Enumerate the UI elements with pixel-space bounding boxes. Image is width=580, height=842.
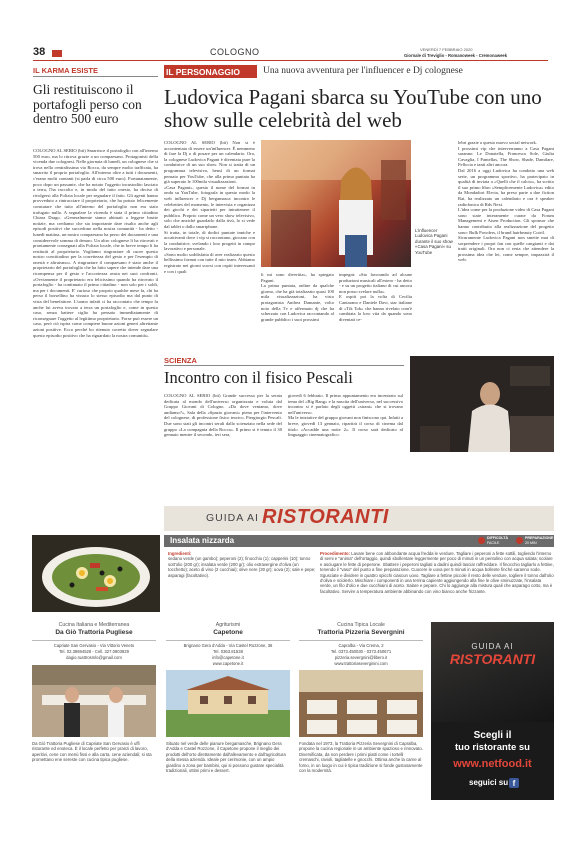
restaurant-1-type: Cucina Italiana e Mediterranea (58, 622, 130, 628)
personaggio-col3: impegni: «Sto lavorando ad alcune produzioni musicali all'estero - ha detto - e su un progetto italiano di cui ancora non posso svelare nulla». E ospiti poi la volta di Cecilia Cantarano e Daniele Davi, star italiane di «Tik Tok» che hanno rivelato com'è cambiata la loro vita da quando sono diventati ce- (339, 272, 412, 322)
guida-banner-logo: RISTORANTI (262, 506, 389, 528)
header-rule (33, 60, 548, 61)
procedure-label: Procedimento: (320, 551, 351, 556)
salad-photo (32, 535, 160, 612)
ad-follow: seguici su (469, 778, 509, 787)
ad-line2: tuo ristorante su (455, 742, 530, 753)
restaurant-2-photo-art (166, 670, 290, 737)
restaurant-3-photo-art (299, 670, 423, 737)
restaurant-2-address: Brignano Gera d'Adda - Via Castel Rozzone, 36 (183, 643, 273, 648)
page-number: 38 (33, 46, 46, 58)
facebook-icon[interactable]: f (509, 778, 519, 788)
personaggio-col4: lebri grazie a questo nuovo social network. I prossimi vip che interverranno a Casa Pagani saranno: Le Donatella, Francesco Sole, Giulia Cavaglia, I Pantellas, The Show, Shade, Damilare, Fellocia e tanti altri ancora. Dal 2016 a oggi Ludovica ha condotto una web serie, un programma sportivo, ha partecipato in qualità di inviata a «Quelli che il calcio», ha scritto il suo primo libro «Semplicemente Ludovica» edito da Mondadori Electa, ha preso parte a due fiction Rai, ha realizzato un calendario e ora è speaker radiofonica di Rds Next. L'idea come per la produzione video di Casa Pagani sono state interamente curate da Forum Management e Aisen Production. Gli sponsor che hanno contribuito alla realizzazione del progetto sono: Bulk Powders, il brand hairbeauty Cotril. Sicuramente Ludovica Pagani non smette mai di sorprendere i propri fan con quelle cangianti e dai tratti originali. Ora non ci resta che attendere la prossima idea che lei, come sempre, impazzirà il web. (458, 140, 554, 263)
restaurant-2-photo (166, 670, 290, 737)
salad-photo-art (32, 535, 160, 612)
scienza-col1: COLOGNO AL SERIO (bti) Grande successo per la serata dedicata al mondo dell'universo organizzata e voluta dal Gruppo Giovani di Cologno. «Da dove veniamo, dove andiamo?», Sala della «Spazio giovani» piena per l'intervento del colognese, di professione fisico teorico, Piergiorgio Pescali. Due sono stati gli incontri serali dallo scienziato nella sede del gruppo «La compagnia della Rocca». Il primo si è tenuto il 30 gennaio mentre il secondo, ieri sera, (164, 393, 284, 438)
restaurant-3-phone: Tel. 0373.450030 - 0373.450671 (330, 649, 392, 654)
guida-banner-prefix: GUIDA AI (206, 512, 259, 524)
ludovica-photo (261, 140, 411, 267)
restaurant-3-address: Capralba - Via Crema, 2 (338, 643, 384, 648)
karma-headline: Gli restituiscono il portafogli perso con dentro 500 euro (33, 82, 142, 126)
difficulty-value: FACILE (487, 541, 500, 545)
restaurant-1-photo-art (32, 665, 156, 737)
ad-photo-strip (431, 622, 554, 722)
scienza-kicker: SCIENZA (164, 356, 197, 365)
scienza-col2: giovedì 6 febbraio. Il primo appuntamento era incentrato sul tema del «Big Bang» e la nascita dell'universo, nel successivo incontro si è parlato degli oggetti «strani» che si trovano nell'universo. Ma le iniziative del gruppo giovani non finiscono qui. Infatti a breve, giovedì 13 gennaio, ripartirà il corso di cinema dal titolo «Accadde una notte 2». Il corso sarà dedicato al linguaggio cinematografico. (288, 393, 403, 438)
restaurant-2-caption: Situato nel verde delle pianure bergamasche, Brignano Gera d'Adda e Castel Rozzone, il Capetone propone il meglio dei prodotti dell'orto direttamente dall'allevamento e dall'agricoltura della stessa azienda. Ideale per cerimonie, con un ampio giardino a zona per bambini, qui si possono gustare specialità tradizionali, ottimi primi e dessert. (166, 741, 286, 774)
karma-body: COLOGNO AL SERIO (bti) Smarrisce il portafoglio con all'interno 500 euro, ma lo ritrova grazie a un compaesano. Protagonisti della vicenda due colognesi. Nelle giornata di lunedì, un colognese che si trova nella centralissima via Rocca, da sempre molto trafficata, ha smarrito il proprio portafoglio. All'interno oltre a tutti i documenti, c'erano molti contanti (si parla di circa 500 euro). Fortunatamente, poco dopo un passante, che ha notato l'oggetto incustodito lasciato a terra, l'ha raccolto e, in modo del tutto onesto, ha deciso di rivolgersi alla Polizia locale per segnalare il fatto. Gli agenti hanno provveduto a rintracciare il proprietario, che ha potuto felicemente constatare che tutto all'interno del portafoglio non era stato trafugato nulla. A segnalare la vicenda è stata il primo cittadino Chiara Drago. «Generalmente siamo abituati a leggere brutte notizie, ma crediamo che sia importante dare risalto anche agli episodi positivi che succedono nella nostra comunità - ha detto - lunedì mattina, un nostro compaesano ha perso dei documenti e una considerevole somma di denaro. Un altro colognese li ha ritrovati e prontamente consegnati alla Polizia locale, che in breve tempo li ha restituiti al proprietario. Vogliamo ringraziare di cuore questo nostro concittadino per la correttezza del gesto e per l'esempio di onestà e altruismo». A ringraziare il compaesano è stato anche il proprietario del portafoglio che ha fatto sapere che intende dare una ricompensa per il gesto e l'accortezza avuta nei suoi confronti. «Ovviamente il proprietario era felicissimo quando ha ritrovato il portafoglio - ha continuato il primo cittadino - non solo per i soldi, ma per i documenti. E' curioso che proprio qualche mese fa, chi ha perso il borsellino ha vissuto lo stesso episodio ma dal punto di vista del benefattore. L'uomo infatti ci ha raccontato che tempo fa anche lui aveva trovato a terra un portafoglio e, come in questo caso, senza battere ciglio ha pensato immediatamente di riconsegnare l'oggetto al legittimo proprietario. Forse può essere un caso, però ciò ispira come compiere buone azioni generi altrettante azioni positive. Ecco perché ho ritenuto corretto dover segnalare questo episodio positivo che ha riguardato la nostra comunità». (33, 148, 160, 338)
restaurant-3-type: Cucina Tipica Locale (337, 622, 385, 628)
restaurant-2-web[interactable]: www.capetone.it (212, 661, 244, 666)
ad-url[interactable]: www.netfood.it (453, 758, 532, 770)
scienza-headline: Incontro con il fisico Pescali (164, 368, 353, 387)
restaurant-2-phone: Tel. 0363.81538 (213, 649, 243, 654)
restaurant-3-caption: Fondata nel 1973, la Trattoria Pizzeria Severgnini di Capralba, propone la cucina regionale in un ambiente spazioso e rinnovato. Diversificata, da non perdere i primi piatti come i tortelli cremaschi, ravioli, tagliatelle e gnocchi. Ottima anche la carne al forno, in un luogo in cui è tipica tradizione si fonde gustosamente con la modernità. (299, 741, 423, 774)
personaggio-kicker: IL PERSONAGGIO (166, 67, 240, 77)
ad-prefix: GUIDA AI (471, 642, 514, 651)
ad-logo: RISTORANTI (449, 651, 536, 667)
personaggio-col1: COLOGNO AL SERIO (bti) Non si è accontentata di essere un'influencer. È nemmeno di fare la Dj o di posare per un calendario. Ora, la colognese Ludovica Pagani è diventata pure la conduttrice di un suo show. Non si tratta di un programma televisivo, bensì di un format pensato per YouTube, che alla prima puntata ha già superato le 100mila visualizzazioni. «Casa Pagani», questo il nome del format in onda su YouTube, fotografa in questo modo la web influencer e Dj bergamasca incontra le celebrities del momento, le intervista e organizza dei giochi e dei siparietti per intrattenere il pubblico. Proprio come un vero show televisivo, solo che anziché guardarlo dalla tivù, lo si vede dal tablet o dallo smartphone. Si tratta, in totale, di dodici puntate inniche e accattivanti dove i vip si raccontano, giocano con la conduttrice, svelando i loro progetti in campo lavorativo e personale. «Sono molto soddisfatta di aver realizzato questo bellissimo format con tutte il mio team. Abbiamo registrato nei giorni scorsi con ospiti interessanti e con i quali (164, 140, 255, 274)
restaurant-1-name: Da Giò Trattoria Pugliese (55, 629, 133, 636)
restaurant-3-web[interactable]: www.trattoriaseverginini.com (334, 661, 388, 666)
restaurant-1-photo (32, 665, 156, 737)
recipe-title: Insalata nizzarda (170, 536, 235, 545)
personaggio-subtitle: Una nuova avventura per l'influencer e Dj colognese (263, 66, 463, 76)
ludovica-caption: L'influencer Ludovica Pagani durante il suo show «Casa Pagani» su YouTube (415, 228, 453, 255)
ingredients-block (168, 551, 316, 611)
netfood-ad[interactable] (431, 622, 554, 800)
ingredients-text: sedano verde (un gambo); peperoni (2); finocchio (1); capperini (10); tonno sott'olio (200 gr); insalata verde (200 gr); olio extravergine d'oliva (un tocchetto); aceto di vino (2 cucchiai); olive nere (30 gr); uova (2); sale e pepe; asparagi (facoltativo). (168, 556, 316, 578)
restaurant-2-type: Agriturismi (215, 622, 241, 628)
ad-line1: Scegli il (473, 730, 512, 741)
prep-value: 20 MIN (525, 541, 537, 545)
restaurant-3-photo (299, 670, 423, 737)
section-name: COLOGNO (210, 47, 260, 57)
restaurant-3-email[interactable]: pizzeria.severgnini@libero.it (334, 655, 388, 660)
restaurant-2-name: Capetone (213, 629, 243, 636)
restaurant-2-email[interactable]: info@capetone.it (212, 655, 244, 660)
ludovica-photo-art (261, 140, 411, 267)
restaurant-1-email[interactable]: dagio.ruattrosmlo@gmail.com (66, 655, 122, 660)
restaurant-1-caption: Da Giò Trattoria Pugliese di Capriate San Gervasio è uffi ristorante ed enoteca. È il locale perfetto per pranzi di lavoro, aperitivi, cene con menù fissi e alla carta, cene aziendali; si sta promettano ene sereste con cucina tipica pugliese. (32, 741, 152, 763)
karma-kicker: IL KARMA ESISTE (33, 66, 99, 75)
pescali-photo (410, 356, 554, 452)
personaggio-col2: li mi sono divertita», ha spiegato Pagani. La prima puntata, online da qualche giorno, che ha già totalizzato quasi 100 mila visualizzazioni, ha visto protagonista Andrea Damante, volto noto della Tv e affermato dj che ha scherzato con Ludovica raccontando al grande pubblico i suoi prossimi (261, 272, 334, 322)
prep-icon (516, 537, 523, 544)
restaurant-3-name: Trattoria Pizzeria Severgnini (317, 629, 405, 636)
difficulty-label: DIFFICOLTÀ (487, 536, 509, 540)
difficulty-icon (478, 537, 485, 544)
pescali-photo-art (410, 356, 554, 452)
personaggio-headline: Ludovica Pagani sbarca su YouTube con uno show sulle celebrità del web (164, 85, 542, 132)
header-date: VENERDÌ 7 FEBBRAIO 2020 (420, 47, 473, 52)
restaurant-1-address: Capriate San Gervasio - Via Vittorio Veneto (53, 643, 135, 648)
header-bar (52, 50, 62, 57)
header-publication: Giornale di Treviglio - Romanoweek - Cremonaweek (404, 53, 508, 58)
ingredients-label: Ingredienti: (168, 551, 192, 556)
restaurant-1-phone: Tel. 02.39694528 - Cell. 327.0903929 (59, 649, 129, 654)
procedure-block (320, 551, 554, 613)
procedure-text: Lavare bene con abbondante acqua fredda le verdure. Tagliare i peperoni a fette sottili, togliendo l'interno di semi e "anima" dell'ortaggio, quindi sbollentare leggermente per poco di minuti in un pentolino con acqua salata; scolare e asciugare le fette di peperone. Sbattere i peperoni tagliati a dadini quindi lasciar raffreddare. Il finocchio tagliarlo a fettine, tenendo il "vaso" del punto a fine preparazione. Cuocere le uova per 5 minuti in acqua bollente finché saranno sode. Sgusciate e dividere in quattro spicchi ciascun uovo. Tagliare a fettine piccole il resto delle verdure, togliere il tonno dall'olio d'oliva e sciolerlo. Mischiare i componenti in una terrina capiente aggiungendo alla fine le olive sminuzzate, l'insalata verde, un filo d'olio e due cucchiaini di aceto. Salare e pepare. Chi lo aggiunge alla mistura quali che asparago cotto, ma è facoltativo. Servire a temperatura ambiente abbinando con vino bianco anche frizzante. (320, 551, 554, 594)
prep-label: PREPARAZIONE (525, 536, 554, 540)
